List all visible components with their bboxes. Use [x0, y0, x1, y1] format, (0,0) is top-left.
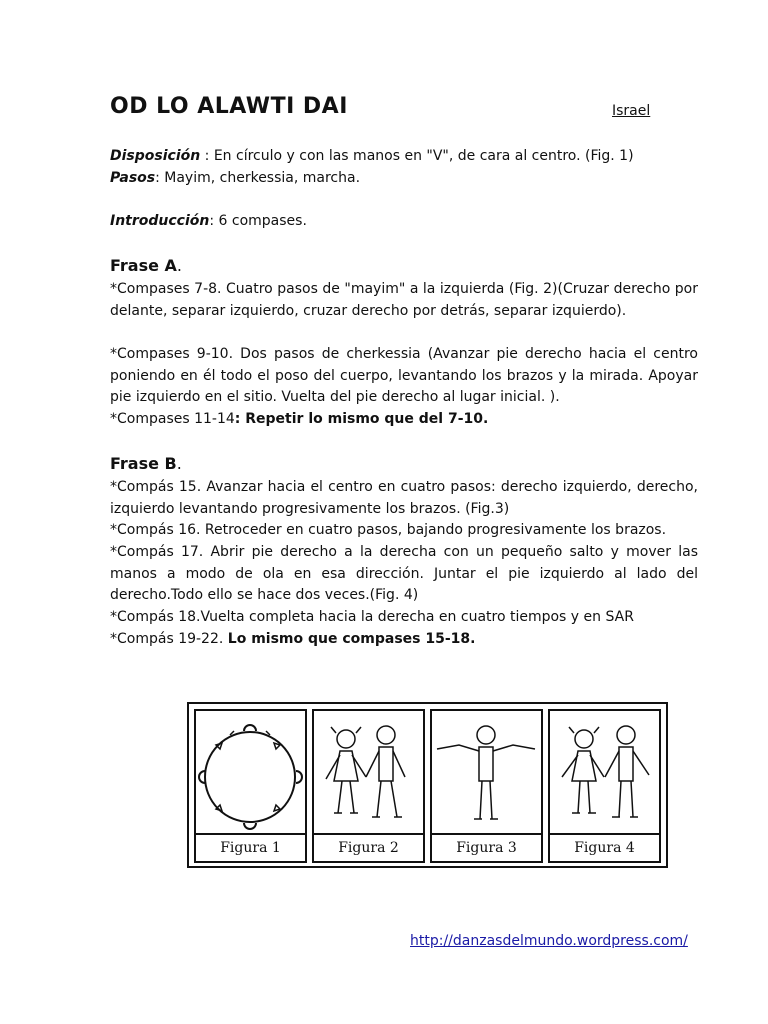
frase-a-paragraph-3 [110, 409, 698, 431]
frase-b-paragraph-5 [110, 629, 698, 651]
figure-3 [430, 709, 543, 863]
boy-arms-raised-illustration [432, 711, 541, 835]
frase-a-heading [110, 256, 182, 275]
figure-2 [312, 709, 425, 863]
frase-b-p5-prefix: *Compás 19-22. [110, 631, 228, 647]
dancers-illustration [314, 711, 423, 835]
frase-b-heading-text: Frase B [110, 454, 177, 473]
frase-b-paragraph-3: *Compás 17. Abrir pie derecho a la derecha con un pequeño salto y mover las manos a modo de ola en esa dirección. Juntar el pie izquierdo al lado del derecho.Todo ello se hace dos veces.(Fig. 4) [110, 544, 698, 603]
figure-2-caption: Figura 2 [314, 833, 423, 861]
introduccion-line [110, 211, 698, 233]
disposicion-line [110, 146, 698, 168]
figures-panel [187, 702, 668, 868]
pasos-label: Pasos [110, 170, 156, 186]
frase-b-heading [110, 454, 182, 473]
pasos-line [110, 168, 698, 190]
introduccion-text: : 6 compases. [209, 213, 307, 229]
disposicion-text: : En círculo y con las manos en "V", de cara al centro. (Fig. 1) [200, 148, 634, 164]
website-link[interactable]: http://danzasdelmundo.wordpress.com/ [410, 933, 688, 949]
frase-b-p5-bold: Lo mismo que compases 15-18. [227, 631, 476, 647]
frase-a-heading-dot: . [176, 256, 183, 275]
figure-4 [548, 709, 661, 863]
frase-a-p3-bold: : Repetir lo mismo que del 7-10. [234, 411, 489, 427]
figure-3-caption: Figura 3 [432, 833, 541, 861]
frase-b-heading-dot: . [176, 454, 182, 473]
figure-4-caption: Figura 4 [550, 833, 659, 861]
dancers-wave-illustration [550, 711, 659, 835]
dance-title: OD LO ALAWTI DAI [110, 94, 348, 119]
disposicion-label: Disposición [110, 148, 201, 164]
frase-a-paragraph-1: *Compases 7-8. Cuatro pasos de "mayim" a la izquierda (Fig. 2)(Cruzar derecho por delante, separar izquierdo, cruzar derecho por detrás, separar izquierdo). [110, 281, 698, 319]
frase-b-paragraph-4: *Compás 18.Vuelta completa hacia la derecha en cuatro tiempos y en SAR [110, 609, 634, 625]
introduccion-label: Introducción [110, 213, 210, 229]
frase-b-paragraph-1: *Compás 15. Avanzar hacia el centro en cuatro pasos: derecho izquierdo, derecho, izquierdo levantando progresivamente los brazos. (Fig.3) [110, 479, 698, 517]
frase-a-p3-prefix: *Compases 11-14 [110, 411, 235, 427]
figure-1 [194, 709, 307, 863]
frase-a-heading-text: Frase A [110, 256, 177, 275]
frase-b-paragraph-2: *Compás 16. Retroceder en cuatro pasos, bajando progresivamente los brazos. [110, 522, 667, 538]
figure-1-caption: Figura 1 [196, 833, 305, 861]
country-label: Israel [612, 103, 651, 119]
pasos-text: : Mayim, cherkessia, marcha. [155, 170, 361, 186]
frase-a-paragraph-2: *Compases 9-10. Dos pasos de cherkessia (Avanzar pie derecho hacia el centro poniendo en él todo el poso del cuerpo, levantando los brazos y la mirada. Apoyar pie izquierdo en el sitio. Vuelta del pie derecho al lugar inicial. ). [110, 346, 698, 405]
circle-formation-illustration [196, 711, 305, 835]
